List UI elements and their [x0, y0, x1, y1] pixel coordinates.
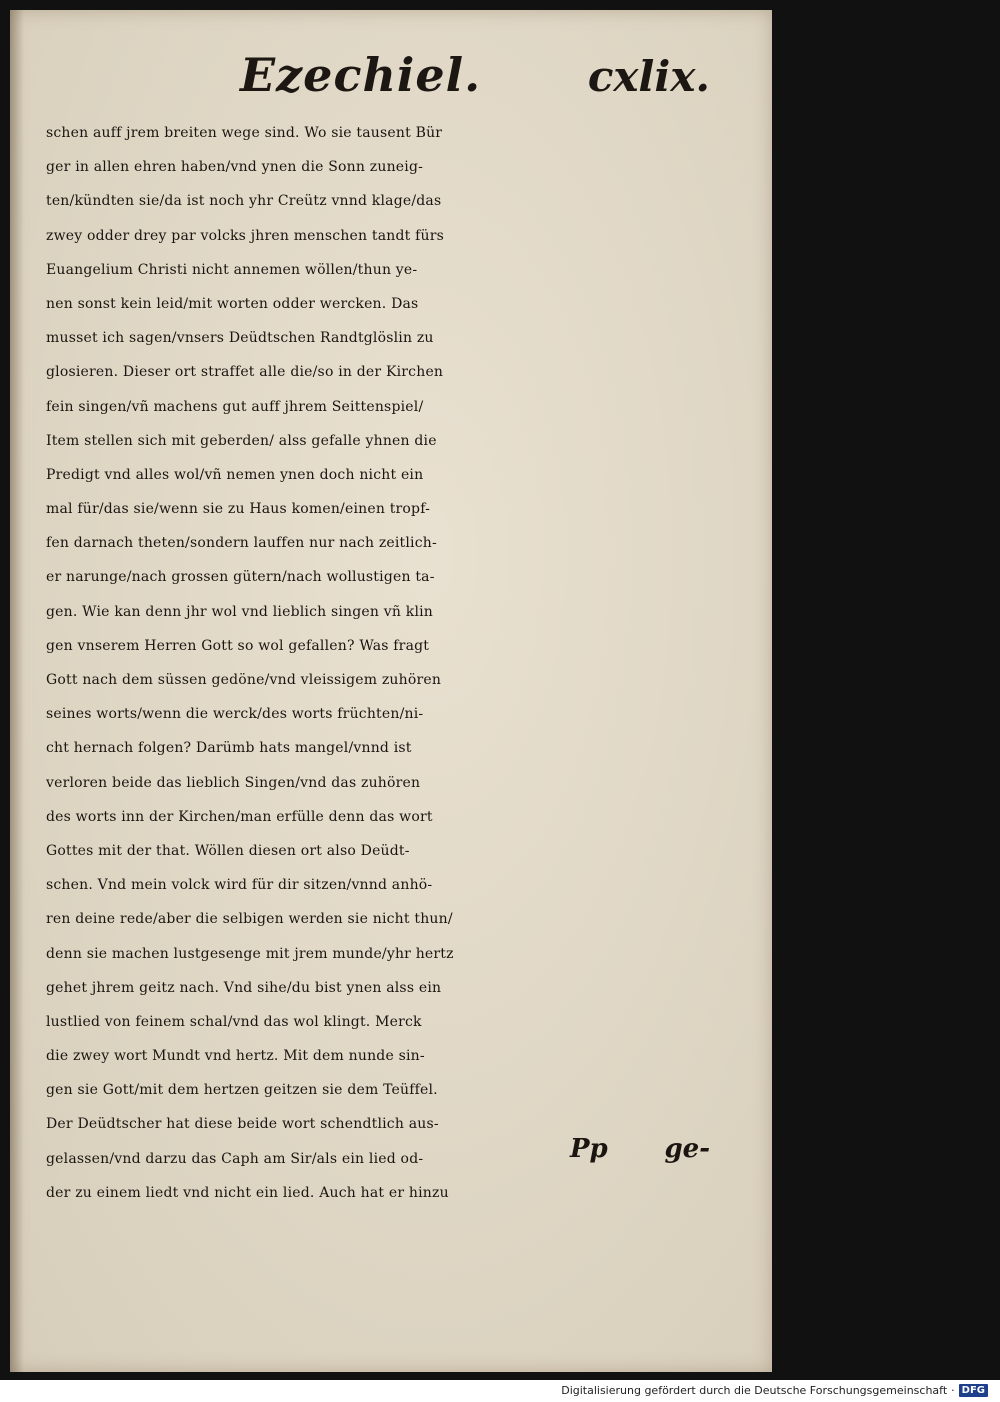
text-line: Item stellen sich mit geberden/ alss gefalle yhnen die: [46, 432, 437, 449]
text-line: gehet jhrem geitz nach. Vnd sihe/du bist ynen alss ein: [46, 979, 442, 996]
text-line: musset ich sagen/vnsers Deüdtschen Randtglöslin zu: [46, 330, 434, 347]
text-line: Gottes mit der that. Wöllen diesen ort also Deüdt-: [46, 842, 410, 859]
text-line: des worts inn der Kirchen/man erfülle denn das wort: [46, 808, 433, 825]
catchword: ge-: [664, 1134, 710, 1164]
text-line: fein singen/vñ machens gut auff jhrem Seittenspiel/: [46, 398, 424, 415]
text-line: gen vnserem Herren Gott so wol gefallen? Was fragt: [46, 637, 430, 654]
text-line: schen auff jrem breiten wege sind. Wo sie tausent Bür: [46, 125, 443, 141]
page-gutter-shadow: [10, 10, 24, 1372]
text-line: lustlied von feinem schal/vnd das wol klingt. Merck: [46, 1013, 422, 1030]
text-line: der zu einem liedt vnd nicht ein lied. Auch hat er hinzu: [46, 1184, 449, 1201]
text-line: Der Deüdtscher hat diese beide wort schendtlich aus-: [46, 1116, 439, 1133]
text-line: denn sie machen lustgesenge mit jrem munde/yhr hertz: [46, 945, 454, 962]
running-head: [240, 48, 710, 112]
text-line: Gott nach dem süssen gedöne/vnd vleissigem zuhören: [46, 672, 442, 688]
text-line: glosieren. Dieser ort straffet alle die/so in der Kirchen: [46, 364, 444, 381]
signature-mark: Pp: [570, 1134, 608, 1164]
text-line: gelassen/vnd darzu das Caph am Sir/als ein lied od-: [46, 1150, 424, 1167]
text-line: zwey odder drey par volcks jhren menschen tandt fürs: [46, 227, 444, 244]
text-line: Euangelium Christi nicht annemen wöllen/thun ye-: [46, 261, 418, 278]
catchwords-line: [570, 1134, 710, 1170]
digitization-footer: Digitalisierung gefördert durch die Deutsche Forschungsgemeinschaft · DFG: [561, 1384, 988, 1397]
text-line: gen. Wie kan denn jhr wol vnd lieblich singen vñ klin: [46, 603, 434, 620]
text-line: er narunge/nach grossen gütern/nach wollustigen ta-: [46, 569, 435, 586]
text-line: cht hernach folgen? Darümb hats mangel/vnnd ist: [46, 740, 412, 757]
running-title: Ezechiel.: [240, 48, 482, 102]
text-line: fen darnach theten/sondern lauffen nur nach zeitlich-: [46, 535, 437, 552]
text-line: ren deine rede/aber die selbigen werden sie nicht thun/: [46, 911, 453, 928]
text-line: verloren beide das lieblich Singen/vnd das zuhören: [46, 774, 421, 791]
text-line: die zwey wort Mundt vnd hertz. Mit dem nunde sin-: [46, 1048, 425, 1065]
footer-credit: Digitalisierung gefördert durch die Deutsche Forschungsgemeinschaft: [561, 1384, 948, 1397]
text-line: mal für/das sie/wenn sie zu Haus komen/einen tropf-: [46, 501, 431, 518]
text-line: gen sie Gott/mit dem hertzen geitzen sie dem Teüffel.: [46, 1082, 438, 1099]
folio-number: cxlix.: [587, 52, 710, 101]
text-line: seines worts/wenn die werck/des worts früchten/ni-: [46, 706, 424, 723]
dfg-logo: DFG: [959, 1384, 988, 1397]
text-line: ger in allen ehren haben/vnd ynen die Sonn zuneig-: [46, 159, 424, 176]
text-line: nen sonst kein leid/mit worten odder wercken. Das: [46, 295, 419, 312]
body-text: [46, 116, 714, 1210]
text-line: ten/kündten sie/da ist noch yhr Creütz vnnd klage/das: [46, 193, 442, 210]
text-line: Predigt vnd alles wol/vñ nemen ynen doch nicht ein: [46, 466, 424, 483]
book-page: [10, 10, 772, 1372]
text-line: schen. Vnd mein volck wird für dir sitzen/vnnd anhö-: [46, 877, 433, 894]
